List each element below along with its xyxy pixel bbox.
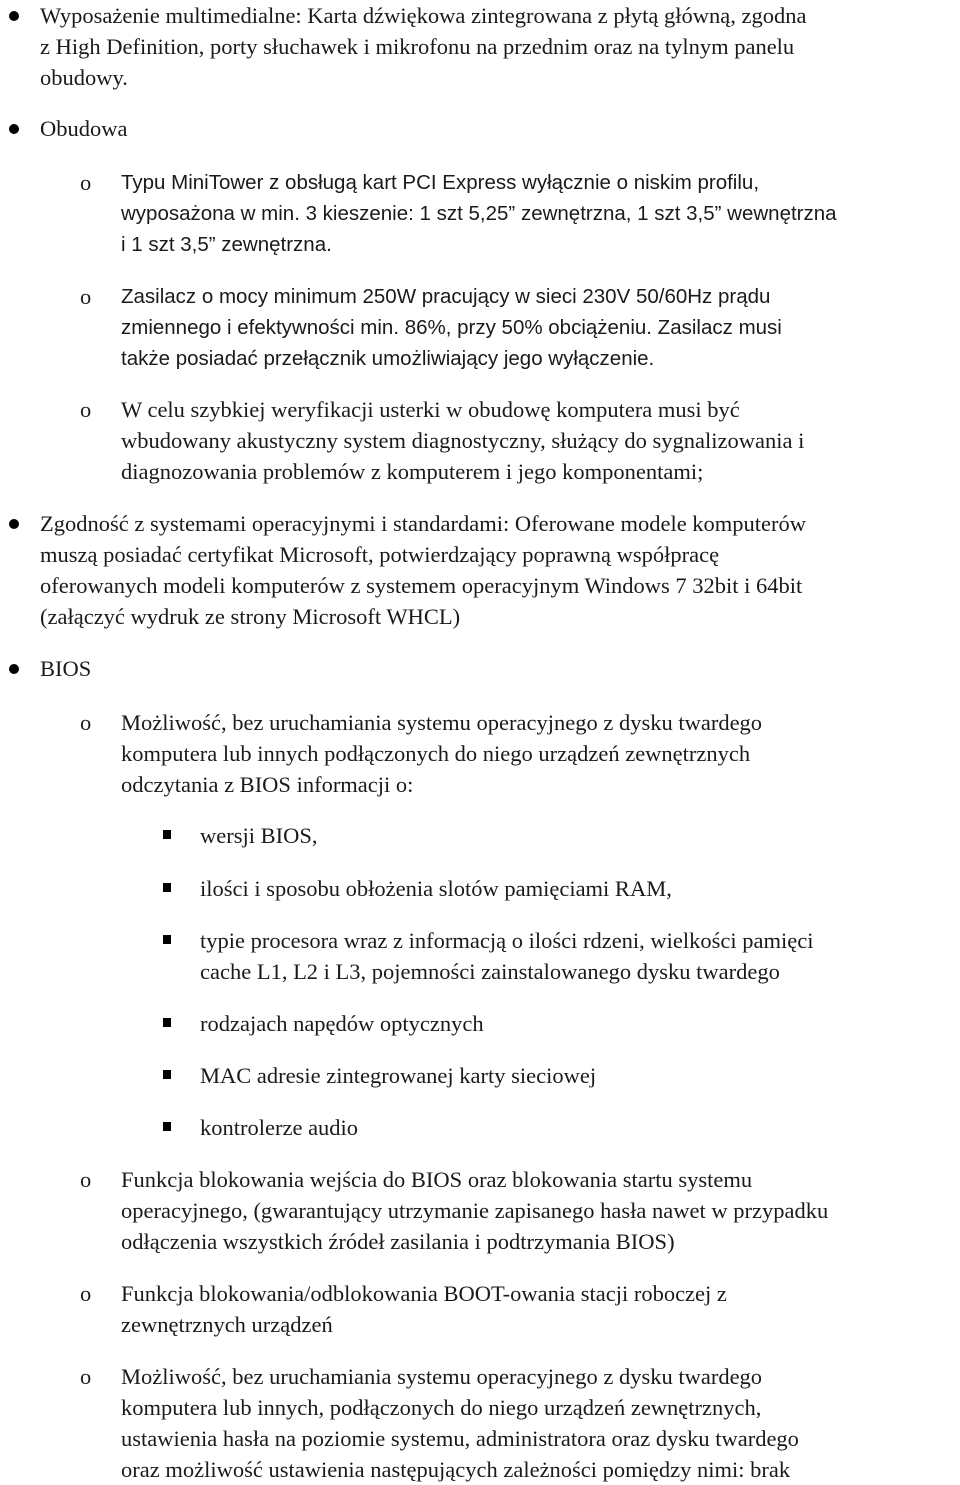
round-bullet-icon xyxy=(9,519,19,529)
text-line: z High Definition, porty słuchawek i mikrofonu na przednim oraz na tylnym panelu xyxy=(40,34,795,59)
text-line: oferowanych modeli komputerów z systemem operacyjnym Windows 7 32bit i 64bit xyxy=(40,573,803,598)
text-line: cache L1, L2 i L3, pojemności zainstalowanego dysku twardego xyxy=(200,959,780,984)
text-line: Możliwość, bez uruchamiania systemu operacyjnego z dysku twardego xyxy=(121,1364,763,1389)
item-text xyxy=(121,707,955,800)
item-text xyxy=(40,653,955,684)
text-line: Funkcja blokowania/odblokowania BOOT-owania stacji roboczej z xyxy=(121,1281,727,1306)
text-line: zewnętrznych urządzeń xyxy=(121,1312,333,1337)
text-line: odłączenia wszystkich źródeł zasilania i podtrzymania BIOS) xyxy=(121,1229,675,1254)
text-line: Wyposażenie multimedialne: Karta dźwiękowa zintegrowana z płytą główną, zgodna xyxy=(40,3,807,28)
item-text xyxy=(200,873,955,904)
text-line: muszą posiadać certyfikat Microsoft, potwierdzający poprawną współpracę xyxy=(40,542,720,567)
item-text xyxy=(200,1112,955,1143)
sublist-item-minitower xyxy=(80,167,955,260)
text-line: BIOS xyxy=(40,656,92,681)
item-text xyxy=(121,1164,955,1257)
text-line: obudowy. xyxy=(40,65,128,90)
text-line: W celu szybkiej weryfikacji usterki w obudowę komputera musi być xyxy=(121,397,740,422)
item-text xyxy=(40,0,955,93)
text-line: rodzajach napędów optycznych xyxy=(200,1011,484,1036)
text-line: (załączyć wydruk ze strony Microsoft WHCL) xyxy=(40,604,461,629)
subsublist-item-wersja-bios xyxy=(200,820,955,851)
o-marker-icon: o xyxy=(80,710,92,735)
o-marker-icon: o xyxy=(80,284,92,309)
text-line: wersji BIOS, xyxy=(200,823,318,848)
subsublist-item-ram xyxy=(200,873,955,904)
text-line: Zgodność z systemami operacyjnymi i standardami: Oferowane modele komputerów xyxy=(40,511,807,536)
item-text xyxy=(121,281,955,374)
text-line: i 1 szt 3,5” zewnętrzna. xyxy=(121,233,332,256)
text-line: typie procesora wraz z informacją o ilości rdzeni, wielkości pamięci xyxy=(200,928,814,953)
item-text xyxy=(121,167,955,260)
item-text xyxy=(121,1361,955,1485)
o-marker-icon: o xyxy=(80,1364,92,1389)
item-text xyxy=(200,1008,955,1039)
sublist-item-boot xyxy=(80,1278,955,1340)
text-line: komputera lub innych, podłączonych do niego urządzeń zewnętrznych, xyxy=(121,1395,762,1420)
item-text xyxy=(40,113,955,144)
item-text xyxy=(121,394,955,487)
text-line: także posiadać przełącznik umożliwiający jego wyłączenie. xyxy=(121,347,655,370)
text-line: komputera lub innych podłączonych do niego urządzeń zewnętrznych xyxy=(121,741,751,766)
list-item-bios xyxy=(40,653,955,684)
item-text xyxy=(200,925,955,987)
list-item-multimedia xyxy=(40,0,955,93)
list-item-zgodnosc xyxy=(40,508,955,632)
text-line: MAC adresie zintegrowanej karty sieciowej xyxy=(200,1063,597,1088)
text-line: odczytania z BIOS informacji o: xyxy=(121,772,414,797)
round-bullet-icon xyxy=(9,11,19,21)
square-bullet-icon xyxy=(163,1122,171,1131)
sublist-item-bios-info xyxy=(80,707,955,800)
text-line: operacyjnego, (gwarantujący utrzymanie zapisanego hasła nawet w przypadku xyxy=(121,1198,829,1223)
sublist-item-diagnostyka xyxy=(80,394,955,487)
subsublist-item-mac xyxy=(200,1060,955,1091)
sublist-item-zasilacz xyxy=(80,281,955,374)
text-line: ilości i sposobu obłożenia slotów pamięciami RAM, xyxy=(200,876,672,901)
subsublist-item-audio xyxy=(200,1112,955,1143)
item-text xyxy=(40,508,955,632)
square-bullet-icon xyxy=(163,1070,171,1079)
sublist-item-blokowanie-bios xyxy=(80,1164,955,1257)
round-bullet-icon xyxy=(9,664,19,674)
square-bullet-icon xyxy=(163,1018,171,1027)
text-line: ustawienia hasła na poziomie systemu, administratora oraz dysku twardego xyxy=(121,1426,799,1451)
text-line: kontrolerze audio xyxy=(200,1115,359,1140)
text-line: Możliwość, bez uruchamiania systemu operacyjnego z dysku twardego xyxy=(121,710,763,735)
square-bullet-icon xyxy=(163,935,171,944)
o-marker-icon: o xyxy=(80,1281,92,1306)
sublist-item-hasla xyxy=(80,1361,955,1485)
text-line: zmiennego i efektywności min. 86%, przy 50% obciążeniu. Zasilacz musi xyxy=(121,316,782,339)
square-bullet-icon xyxy=(163,830,171,839)
text-line: oraz możliwość ustawienia następujących zależności pomiędzy nimi: brak xyxy=(121,1457,791,1482)
subsublist-item-procesor xyxy=(200,925,955,987)
text-line: Obudowa xyxy=(40,116,128,141)
item-text xyxy=(200,820,955,851)
text-line: wbudowany akustyczny system diagnostyczny, służący do sygnalizowania i xyxy=(121,428,805,453)
item-text xyxy=(121,1278,955,1340)
round-bullet-icon xyxy=(9,124,19,134)
list-item-obudowa xyxy=(40,113,955,144)
subsublist-item-napedy xyxy=(200,1008,955,1039)
square-bullet-icon xyxy=(163,883,171,892)
o-marker-icon: o xyxy=(80,1167,92,1192)
text-line: Typu MiniTower z obsługą kart PCI Express wyłącznie o niskim profilu, xyxy=(121,171,760,194)
text-line: wyposażona w min. 3 kieszenie: 1 szt 5,25” zewnętrzna, 1 szt 3,5” wewnętrzna xyxy=(121,202,837,225)
text-line: diagnozowania problemów z komputerem i jego komponentami; xyxy=(121,459,704,484)
text-line: Funkcja blokowania wejścia do BIOS oraz blokowania startu systemu xyxy=(121,1167,753,1192)
o-marker-icon: o xyxy=(80,170,92,195)
o-marker-icon: o xyxy=(80,397,92,422)
text-line: Zasilacz o mocy minimum 250W pracujący w sieci 230V 50/60Hz prądu xyxy=(121,285,771,308)
item-text xyxy=(200,1060,955,1091)
